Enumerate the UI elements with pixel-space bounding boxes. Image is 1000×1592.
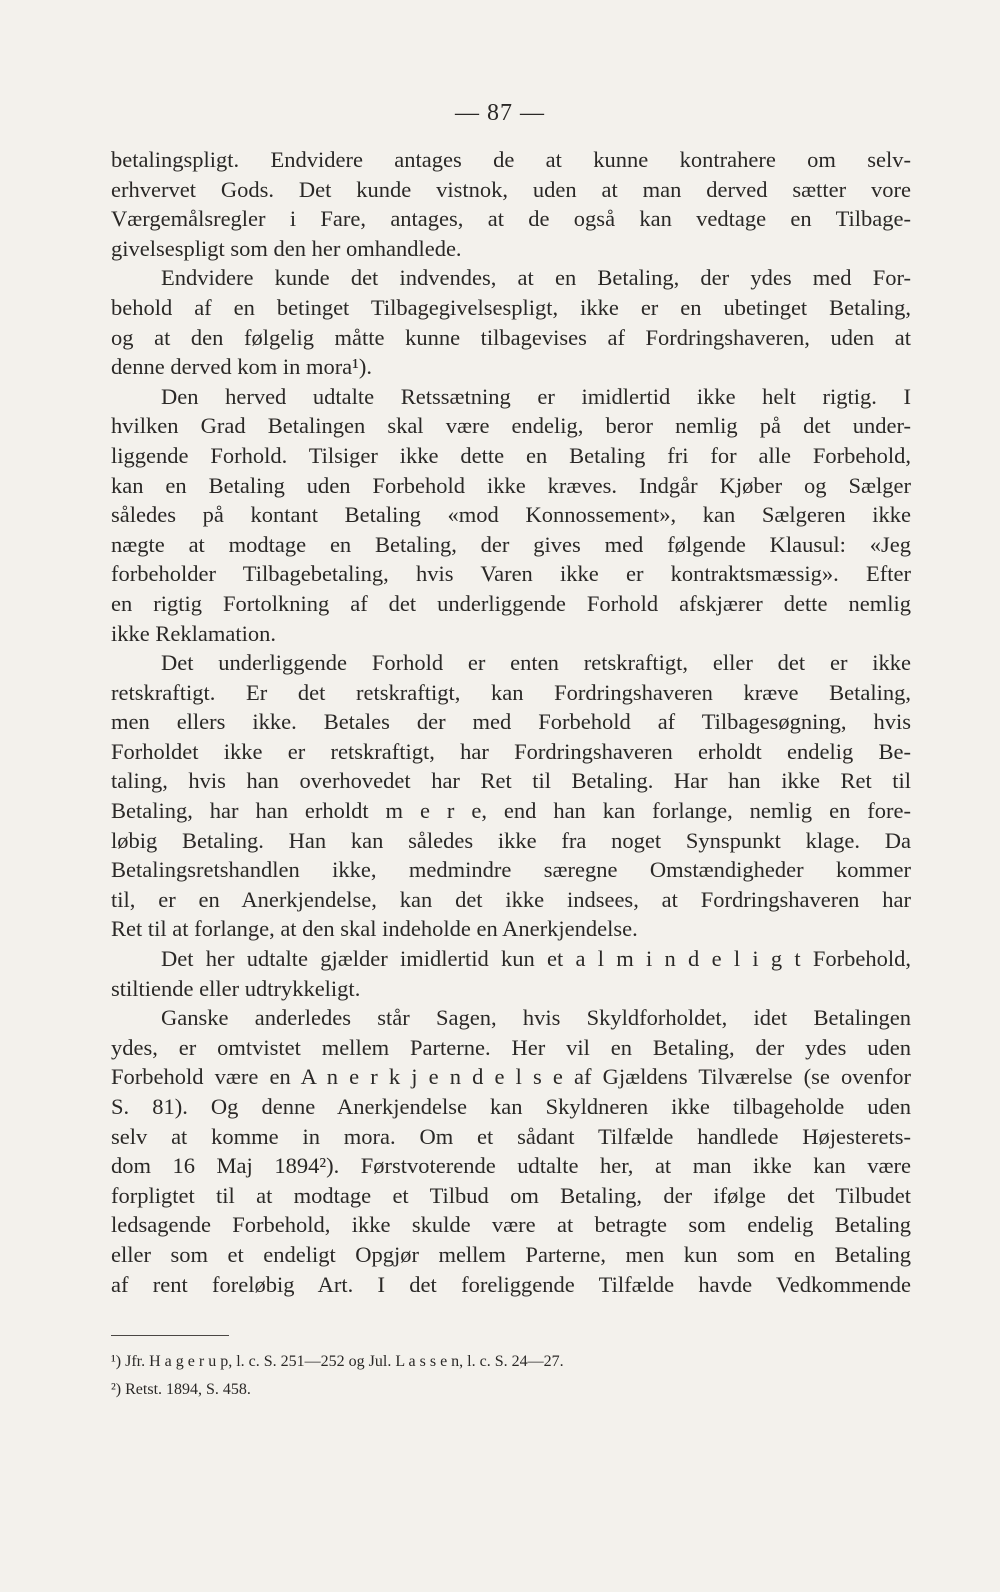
text-line: ydes, er omtvistet mellem Parterne. Her vil en Betaling, der ydes uden <box>111 1034 911 1060</box>
footnote-rule <box>111 1335 229 1336</box>
text-line: men ellers ikke. Betales der med Forbehold af Tilbagesøgning, hvis <box>111 709 911 735</box>
text-line: taling, hvis han overhovedet har Ret til Betaling. Har han ikke Ret til <box>111 768 911 794</box>
text-line: denne derved kom in mora¹). <box>111 354 373 380</box>
text-line: kan en Betaling uden Forbehold ikke kræves. Indgår Kjøber og Sælger <box>111 472 911 498</box>
footnote-2: ²) Retst. 1894, S. 458. <box>111 1381 251 1398</box>
text-line: behold af en betinget Tilbagegivelsespligt, ikke er en ubetinget Betaling, <box>111 294 911 320</box>
text-line: løbig Betaling. Han kan således ikke fra noget Synspunkt klage. Da <box>111 827 911 853</box>
text-line: ikke Reklamation. <box>111 620 276 646</box>
text-line: Det underliggende Forhold er enten retskraftigt, eller det er ikke <box>161 650 911 676</box>
body-text <box>111 145 911 1299</box>
text-line: erhvervet Gods. Det kunde vistnok, uden at man derved sætter vore <box>111 176 911 202</box>
text-line: og at den følgelig måtte kunne tilbagevises af Fordringshaveren, uden at <box>111 324 911 350</box>
text-line: givelsespligt som den her omhandlede. <box>111 235 462 261</box>
text-line: Forbehold være en A n e r k j e n d e l s e af Gjældens Tilværelse (se ovenfor <box>111 1064 911 1090</box>
text-line: Betalingsretshandlen ikke, medmindre særegne Omstændigheder kommer <box>111 857 911 883</box>
text-line: Værgemålsregler i Fare, antages, at de også kan vedtage en Tilbage- <box>111 206 911 232</box>
text-line: liggende Forhold. Tilsiger ikke dette en Betaling fri for alle Forbehold, <box>111 442 911 468</box>
text-line: eller som et endeligt Opgjør mellem Parterne, men kun som en Betaling <box>111 1241 911 1267</box>
text-line: Forholdet ikke er retskraftigt, har Fordringshaveren erholdt endelig Be- <box>111 738 911 764</box>
text-line: Den herved udtalte Retssætning er imidlertid ikke helt rigtig. I <box>161 383 911 409</box>
text-line: en rigtig Fortolkning af det underliggende Forhold afskjærer dette nemlig <box>111 590 911 616</box>
text-line: til, er en Anerkjendelse, kan det ikke indsees, at Fordringshaveren har <box>111 886 911 912</box>
text-line: stiltiende eller udtrykkeligt. <box>111 975 361 1001</box>
text-line: således på kontant Betaling «mod Konnossement», kan Sælgeren ikke <box>111 502 911 528</box>
text-line: Ret til at forlange, at den skal indeholde en Anerkjendelse. <box>111 916 638 942</box>
text-line: af rent foreløbig Art. I det foreliggende Tilfælde havde Vedkommende <box>111 1271 911 1297</box>
text-line: Betaling, har han erholdt m e r e, end han kan forlange, nemlig en fore- <box>111 798 911 824</box>
text-line: betalingspligt. Endvidere antages de at kunne kontrahere om selv- <box>111 147 911 172</box>
page-number: — 87 — <box>455 100 545 126</box>
text-line: hvilken Grad Betalingen skal være endelig, beror nemlig på det under- <box>111 413 911 439</box>
footnotes <box>111 1348 811 1404</box>
text-line: Det her udtalte gjælder imidlertid kun et a l m i n d e l i g t Forbehold, <box>161 946 911 972</box>
text-line: retskraftigt. Er det retskraftigt, kan Fordringshaveren kræve Betaling, <box>111 679 911 705</box>
text-line: S. 81). Og denne Anerkjendelse kan Skyldneren ikke tilbageholde uden <box>111 1094 911 1119</box>
text-line: forpligtet til at modtage et Tilbud om Betaling, der ifølge det Tilbudet <box>111 1182 911 1208</box>
text-line: selv at komme in mora. Om et sådant Tilfælde handlede Højesterets- <box>111 1123 911 1149</box>
text-line: Ganske anderledes står Sagen, hvis Skyldforholdet, idet Betalingen <box>161 1005 911 1031</box>
text-line: Endvidere kunde det indvendes, at en Betaling, der ydes med For- <box>161 265 911 291</box>
text-line: ledsagende Forbehold, ikke skulde være at betragte som endelig Betaling <box>111 1212 911 1238</box>
text-line: forbeholder Tilbagebetaling, hvis Varen ikke er kontraktsmæssig». Efter <box>111 561 911 587</box>
text-line: dom 16 Maj 1894²). Førstvoterende udtalte her, at man ikke kan være <box>111 1153 911 1179</box>
footnote-1: ¹) Jfr. H a g e r u p, l. c. S. 251—252 og Jul. L a s s e n, l. c. S. 24—27. <box>111 1353 564 1370</box>
text-line: nægte at modtage en Betaling, der gives med følgende Klausul: «Jeg <box>111 531 911 557</box>
